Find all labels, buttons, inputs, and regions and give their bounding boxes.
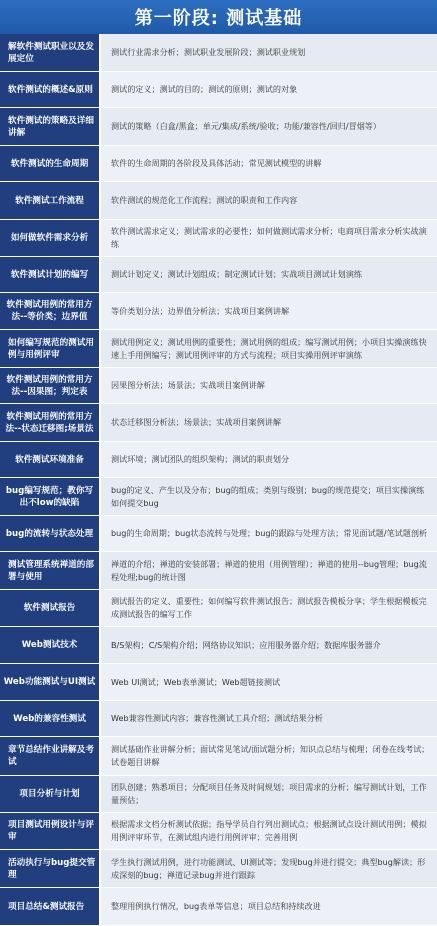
row-topic: 软件测试的策略及详细讲解 (0, 108, 101, 145)
row-content: 团队创建；熟悉项目；分配项目任务及时间规划；项目需求的分析；编写测试计划，工作量预估； (101, 776, 437, 812)
row-topic: 活动执行与bug提交管理 (0, 850, 101, 887)
row-content: 软件测试需求定义；测试需求的必要性；如何做测试需求分析；电商项目需求分析实战演练 (101, 220, 437, 256)
row-topic: 项目分析与计划 (0, 776, 101, 812)
row-topic: bug的流转与状态处理 (0, 516, 101, 551)
row-content: 测试的策略（白盒/黑盒；单元/集成/系统/验收；功能/兼容性/回归/冒烟等） (101, 108, 437, 145)
row-content: 软件测试的规范化工作流程；测试的职责和工作内容 (101, 182, 437, 219)
row-content: 测试环境；测试团队的组织架构；测试的职责划分 (101, 442, 437, 477)
table-row (0, 552, 437, 590)
row-topic: 解软件测试职业以及发展定位 (0, 34, 101, 71)
curriculum-table (0, 34, 437, 926)
row-content: 测试用例定义；测试用例的重要性；测试用例的组成；编写测试用例；小项目实操演练快速上手用例编写；测试用例评审的方式与流程；项目实操用例评审演练 (101, 330, 437, 367)
row-topic: 软件测试报告 (0, 590, 101, 626)
row-content: Web UI测试；Web表单测试；Web超链接测试 (101, 664, 437, 700)
table-row (0, 776, 437, 813)
table-row (0, 478, 437, 516)
table-row (0, 442, 437, 478)
row-content: bug的定义、产生以及分布；bug的组成；类别与级别；bug的规范提交；项目实操演练如何提交bug (101, 478, 437, 515)
table-row (0, 368, 437, 404)
table-row (0, 257, 437, 293)
table-row (0, 813, 437, 850)
row-content: 测试的定义；测试的目的；测试的原则；测试的对象 (101, 72, 437, 107)
row-content: 因果图分析法；场景法；实战项目案例讲解 (101, 368, 437, 403)
table-row (0, 590, 437, 627)
row-content: 测试行业需求分析；测试职业发展阶段；测试职业规划 (101, 34, 437, 71)
row-topic: 项目测试用例设计与评审 (0, 813, 101, 849)
row-topic: 如何编写规范的测试用例与用例评审 (0, 330, 101, 367)
row-topic: 软件测试计划的编写 (0, 257, 101, 292)
row-topic: 章节总结作业讲解及考试 (0, 737, 101, 775)
table-row (0, 737, 437, 776)
table-row (0, 701, 437, 737)
row-topic: 软件测试的概述&原则 (0, 72, 101, 107)
row-topic: Web功能测试与UI测试 (0, 664, 101, 700)
row-topic: 如何做软件需求分析 (0, 220, 101, 256)
row-content: 测试计划定义；测试计划组成；制定测试计划；实战项目测试计划演练 (101, 257, 437, 292)
row-content: 整理用例执行情况，bug表单等信息；项目总结和持续改进 (101, 888, 437, 925)
row-topic: 测试管理系统禅道的部署与使用 (0, 552, 101, 589)
row-topic: 软件测试用例的常用方法--状态迁移图;场景法 (0, 404, 101, 441)
row-content: 禅道的介绍；禅道的安装部署；禅道的使用（用例管理）；禅道的使用--bug管理；bug流程处理;bug的统计图 (101, 552, 437, 589)
table-row (0, 888, 437, 926)
table-row (0, 293, 437, 330)
row-content: 状态迁移图分析法；场景法；实战项目案例讲解 (101, 404, 437, 441)
row-topic: Web测试技术 (0, 627, 101, 663)
row-topic: Web的兼容性测试 (0, 701, 101, 736)
row-content: B/S架构；C/S架构介绍；网络协议知识；应用服务器介绍；数据库服务器介 (101, 627, 437, 663)
row-content: 学生执行测试用例，进行功能测试、UI测试等；发现bug并进行提交；典型bug解读；形成深刻的bug；禅道记录bug并进行跟踪 (101, 850, 437, 887)
row-topic: 软件测试环境准备 (0, 442, 101, 477)
table-row (0, 72, 437, 108)
row-topic: 项目总结&测试报告 (0, 888, 101, 925)
table-row (0, 34, 437, 72)
row-topic: 软件测试用例的常用方法--等价类；边界值 (0, 293, 101, 329)
table-row (0, 182, 437, 220)
table-row (0, 664, 437, 701)
row-topic: 软件测试工作流程 (0, 182, 101, 219)
row-topic: 软件测试用例的常用方法--因果图；判定表 (0, 368, 101, 403)
table-row (0, 330, 437, 368)
table-row (0, 516, 437, 552)
row-content: bug的生命周期；bug状态流转与处理；bug的跟踪与处理方法；常见面试题/笔试题剖析 (101, 516, 437, 551)
row-content: 软件的生命周期的各阶段及具体活动；常见测试模型的讲解 (101, 146, 437, 181)
table-row (0, 146, 437, 182)
row-content: 测试基础作业讲解分析；面试常见笔试/面试题分析；知识点总结与梳理；闭卷在线考试；试卷题目讲解 (101, 737, 437, 775)
row-content: 根据需求文档分析测试依据；指导学员自行列出测试点；根据测试点设计测试用例；模拟用例评审环节，在测试组内进行用例评审；完善用例 (101, 813, 437, 849)
row-topic: 软件测试的生命周期 (0, 146, 101, 181)
row-content: Web兼容性测试内容；兼容性测试工具介绍；测试结果分析 (101, 701, 437, 736)
table-row (0, 220, 437, 257)
table-row (0, 404, 437, 442)
table-row (0, 850, 437, 888)
row-topic: bug编写规范；教你写出不low的缺陷 (0, 478, 101, 515)
table-row (0, 627, 437, 664)
row-content: 测试报告的定义、重要性；如何编写软件测试报告；测试报告模板分享；学生根据模板完成测试报告的编写工作 (101, 590, 437, 626)
page-title: 第一阶段: 测试基础 (0, 0, 437, 34)
table-row (0, 108, 437, 146)
row-content: 等价类划分法；边界值分析法；实战项目案例讲解 (101, 293, 437, 329)
